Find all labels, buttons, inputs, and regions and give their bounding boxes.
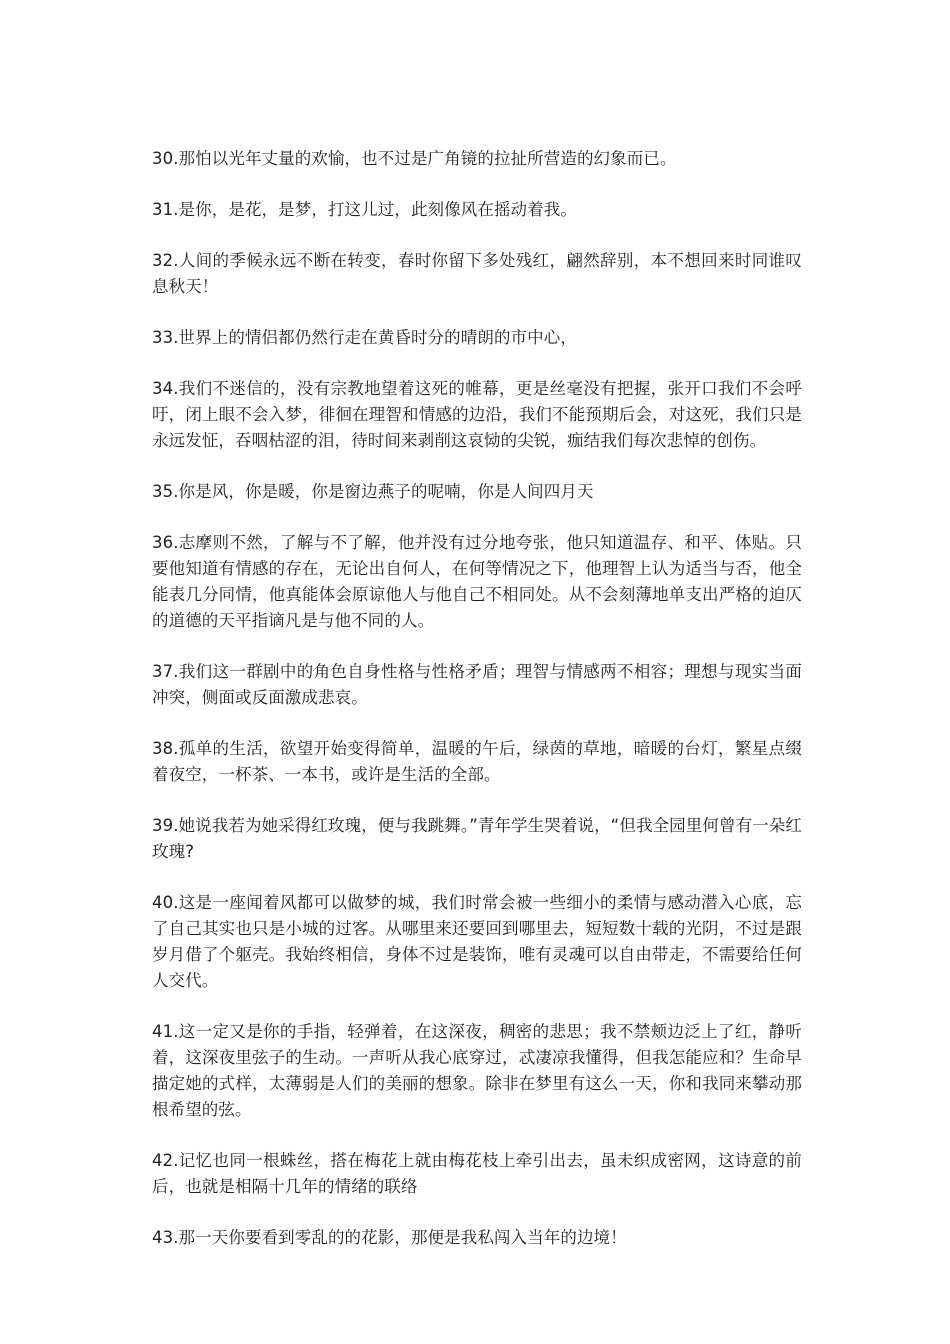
paragraph-39: 39.她说我若为她采得红玫瑰，便与我跳舞。”青年学生哭着说，“但我全园里何曾有一朵红玫瑰? bbox=[152, 816, 802, 861]
paragraph-34: 34.我们不迷信的，没有宗教地望着这死的帷幕，更是丝毫没有把握，张开口我们不会呼吁，闭上眼不会入梦，徘徊在理智和情感的边沿，我们不能预期后会，对这死，我们只是永远发怔，吞咽枯涩的泪，待时间来剥削这哀恸的尖锐，痂结我们每次悲悼的创伤。 bbox=[152, 379, 802, 450]
paragraph-31: 31.是你，是花，是梦，打这儿过，此刻像风在摇动着我。 bbox=[152, 200, 577, 219]
paragraph-42: 42.记忆也同一根蛛丝，搭在梅花上就由梅花枝上牵引出去，虽未织成密网，这诗意的前后，也就是相隔十几年的情绪的联络 bbox=[152, 1151, 802, 1196]
paragraph-32: 32.人间的季候永远不断在转变，春时你留下多处残红，翩然辞别，本不想回来时同谁叹息秋天！ bbox=[152, 251, 802, 296]
paragraph-36: 36.志摩则不然，了解与不了解，他并没有过分地夸张，他只知道温存、和平、体贴。只要他知道有情感的存在，无论出自何人，在何等情况之下，他理智上认为适当与否，他全能表几分同情，他真能体会原谅他人与他自己不相同处。从不会刻薄地单支出严格的迫仄的道德的天平指谪凡是与他不同的人。 bbox=[152, 533, 802, 630]
paragraph-30: 30.那怕以光年丈量的欢愉，也不过是广角镜的拉扯所营造的幻象而已。 bbox=[152, 149, 677, 168]
paragraph-35: 35.你是风，你是暖，你是窗边燕子的呢喃，你是人间四月天 bbox=[152, 482, 594, 501]
document-body bbox=[152, 146, 802, 1276]
paragraph-38: 38.孤单的生活，欲望开始变得简单，温暖的午后，绿茵的草地，暗暖的台灯，繁星点缀着夜空，一杯茶、一本书，或许是生活的全部。 bbox=[152, 739, 802, 784]
paragraph-33: 33.世界上的情侣都仍然行走在黄昏时分的晴朗的市中心， bbox=[152, 328, 577, 347]
paragraph-37: 37.我们这一群剧中的角色自身性格与性格矛盾；理智与情感两不相容；理想与现实当面冲突，侧面或反面激成悲哀。 bbox=[152, 662, 802, 707]
paragraph-43: 43.那一天你要看到零乱的的花影，那便是我私闯入当年的边境！ bbox=[152, 1228, 627, 1247]
paragraph-40: 40.这是一座闻着风都可以做梦的城，我们时常会被一些细小的柔情与感动潜入心底，忘了自己其实也只是小城的过客。从哪里来还要回到哪里去，短短数十载的光阴，不过是跟岁月借了个躯壳。我始终相信，身体不过是装饰，唯有灵魂可以自由带走，不需要给任何人交代。 bbox=[152, 893, 802, 990]
paragraph-41: 41.这一定又是你的手指，轻弹着，在这深夜，稠密的悲思；我不禁颊边泛上了红，静听着，这深夜里弦子的生动。一声听从我心底穿过，忒凄凉我懂得，但我怎能应和？生命早描定她的式样，太薄弱是人们的美丽的想象。除非在梦里有这么一天，你和我同来攀动那根希望的弦。 bbox=[152, 1022, 802, 1119]
